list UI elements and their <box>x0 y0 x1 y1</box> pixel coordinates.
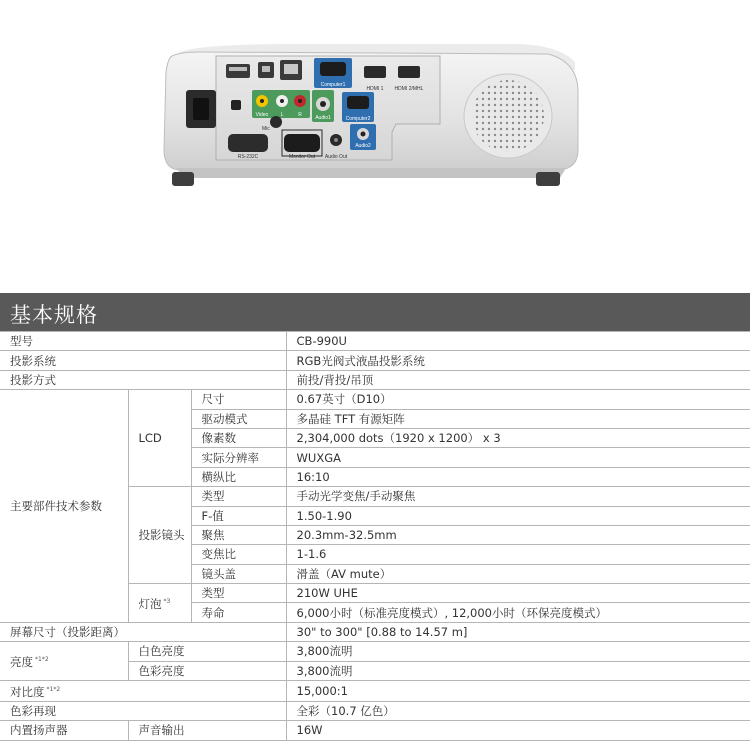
brightness-footnote: *1*2 <box>35 656 49 664</box>
subgroup-label: LCD <box>128 390 191 487</box>
table-row <box>0 642 750 661</box>
hdmi2-port-label: HDMI 2/MHL <box>394 86 424 92</box>
row-value: 3,800流明 <box>286 661 750 680</box>
brightness-group <box>0 642 128 681</box>
row-value: 手动光学变焦/手动聚焦 <box>286 487 750 506</box>
table-row <box>0 622 750 641</box>
contrast-label: 对比度 <box>10 684 45 699</box>
projector-rear-panel-image <box>0 0 750 292</box>
row-label: 寿命 <box>191 603 286 622</box>
table-row <box>0 332 750 351</box>
video-port-label: Video <box>255 112 269 118</box>
audio1-port-label: Audio1 <box>315 115 331 121</box>
row-value: 30" to 300" [0.88 to 14.57 m] <box>286 622 750 641</box>
row-label: 屏幕尺寸（投影距离） <box>0 622 286 641</box>
row-label: 像素数 <box>191 428 286 447</box>
spec-title: 基本规格 <box>10 303 98 327</box>
hdmi1-port-label: HDMI 1 <box>366 86 384 92</box>
row-label: 白色亮度 <box>128 642 286 661</box>
row-label: F-值 <box>191 506 286 525</box>
contrast-footnote: *1*2 <box>46 686 61 694</box>
row-value: 6,000小时（标准亮度模式）, 12,000小时（环保亮度模式） <box>286 603 750 622</box>
table-row <box>0 721 750 740</box>
table-row <box>0 370 750 389</box>
row-value: 多晶硅 TFT 有源矩阵 <box>286 409 750 428</box>
row-label: 镜头盖 <box>191 564 286 583</box>
row-label: 内置扬声器 <box>0 721 128 740</box>
lamp-label: 灯泡 <box>138 596 162 611</box>
audio-l-label: L <box>280 112 284 118</box>
row-label: 投影方式 <box>0 370 286 389</box>
computer1-port-label: Computer1 <box>320 82 346 88</box>
row-label: 色彩亮度 <box>128 661 286 680</box>
table-row <box>0 351 750 370</box>
audio-r-label: R <box>298 112 302 118</box>
row-value: 全彩（10.7 亿色） <box>286 701 750 720</box>
row-label: 聚焦 <box>191 525 286 544</box>
row-value: 3,800流明 <box>286 642 750 661</box>
row-value: 2,304,000 dots（1920 x 1200） x 3 <box>286 428 750 447</box>
row-label: 实际分辨率 <box>191 448 286 467</box>
brightness-label: 亮度 <box>10 655 33 670</box>
lamp-footnote: *3 <box>163 598 171 606</box>
row-value: 滑盖（AV mute） <box>286 564 750 583</box>
mic-port-label: Mic <box>262 126 270 132</box>
row-value: 16:10 <box>286 467 750 486</box>
row-sublabel: 声音输出 <box>128 721 286 740</box>
subgroup-lamp <box>128 584 191 623</box>
row-value: 前投/背投/吊顶 <box>286 370 750 389</box>
spec-table <box>0 331 750 741</box>
row-value: 1.50-1.90 <box>286 506 750 525</box>
row-value: 210W UHE <box>286 584 750 603</box>
row-label: 横纵比 <box>191 467 286 486</box>
table-row <box>0 681 750 702</box>
row-value: 15,000:1 <box>286 681 750 702</box>
row-value: CB-990U <box>286 332 750 351</box>
row-value: 0.67英寸（D10） <box>286 390 750 409</box>
subgroup-label: 投影镜头 <box>128 487 191 584</box>
row-label: 色彩再现 <box>0 701 286 720</box>
table-row <box>0 390 750 409</box>
row-label: 投影系统 <box>0 351 286 370</box>
contrast-label-cell <box>0 681 286 702</box>
row-label: 变焦比 <box>191 545 286 564</box>
monitor-out-port-label: Monitor Out <box>288 154 316 160</box>
spec-title-bar <box>0 293 750 331</box>
row-value: WUXGA <box>286 448 750 467</box>
row-label: 类型 <box>191 487 286 506</box>
row-label: 驱动模式 <box>191 409 286 428</box>
row-label: 类型 <box>191 584 286 603</box>
audio2-port-label: Audio2 <box>355 143 371 149</box>
audio-out-port-label: Audio Out <box>324 154 348 160</box>
row-label: 型号 <box>0 332 286 351</box>
computer2-port-label: Computer2 <box>345 116 371 122</box>
row-label: 尺寸 <box>191 390 286 409</box>
group-label: 主要部件技术参数 <box>0 390 128 623</box>
row-value: 16W <box>286 721 750 740</box>
table-row <box>0 701 750 720</box>
row-value: 1-1.6 <box>286 545 750 564</box>
rs232c-port-label: RS-232C <box>237 154 259 160</box>
row-value: RGB光阀式液晶投影系统 <box>286 351 750 370</box>
row-value: 20.3mm-32.5mm <box>286 525 750 544</box>
